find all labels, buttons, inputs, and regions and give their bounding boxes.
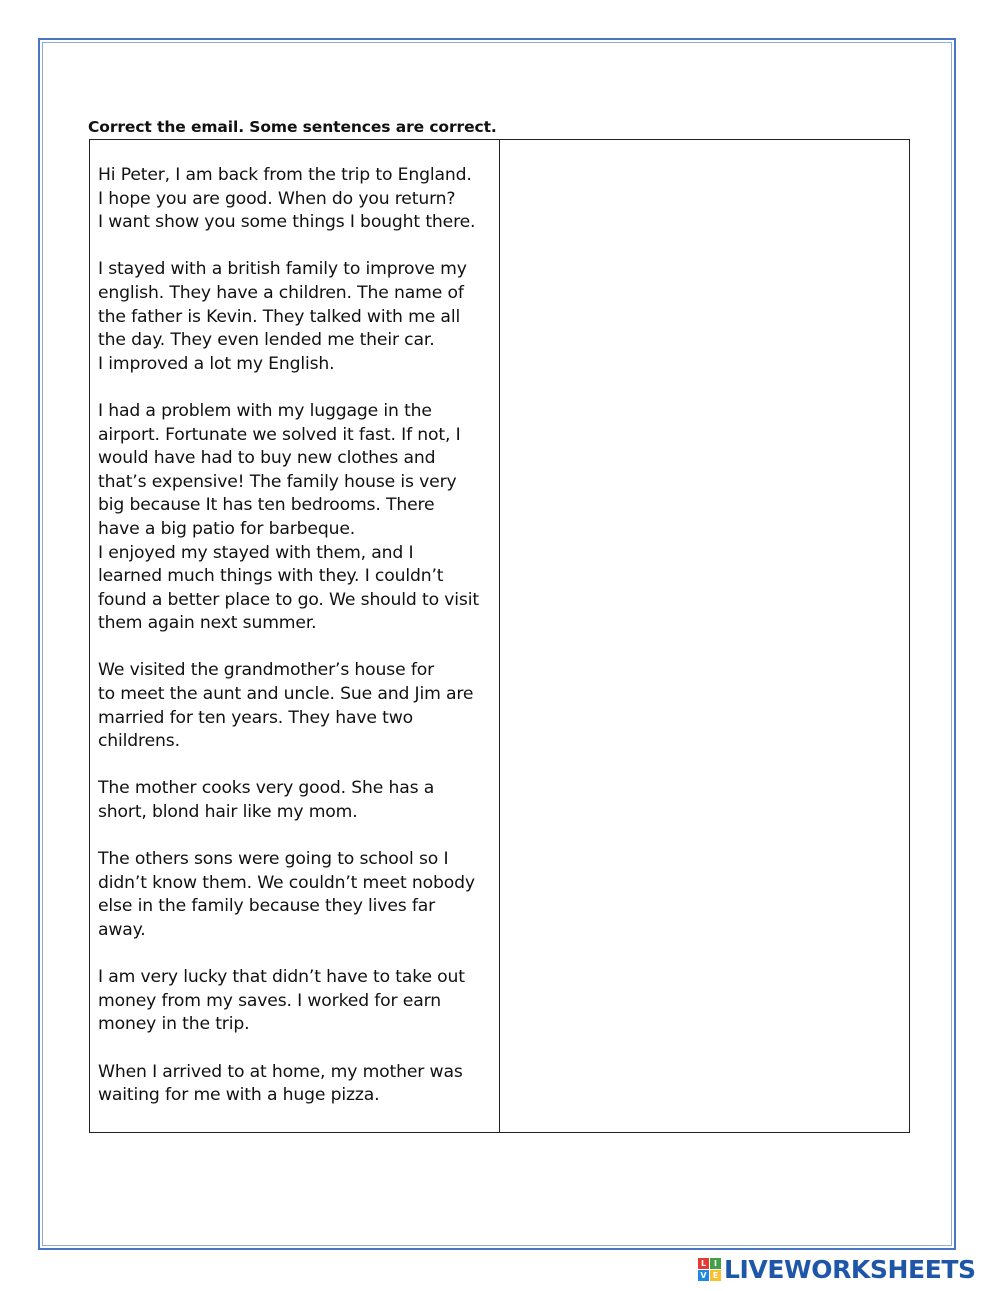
email-line: big because It has ten bedrooms. There (98, 495, 435, 516)
email-table (89, 139, 910, 1133)
email-line: money from my saves. I worked for earn (98, 990, 441, 1011)
email-line: english. They have a children. The name of (98, 282, 464, 303)
email-paragraph (98, 966, 493, 1037)
email-line: would have had to buy new clothes and (98, 448, 436, 469)
logo-icon-square: L (698, 1258, 709, 1269)
email-line: have a big patio for barbeque. (98, 518, 356, 539)
logo-icon-square: E (710, 1270, 721, 1281)
logo-icon-square: I (710, 1258, 721, 1269)
email-paragraph (98, 164, 493, 235)
logo-icon-square: V (698, 1270, 709, 1281)
email-paragraph (98, 777, 493, 824)
logo-icon (698, 1258, 721, 1281)
email-line: to meet the aunt and uncle. Sue and Jim are (98, 684, 474, 705)
email-line: the father is Kevin. They talked with me all (98, 306, 461, 327)
email-line: else in the family because they lives far (98, 896, 436, 917)
email-text-cell (90, 140, 500, 1132)
email-line: I hope you are good. When do you return? (98, 188, 456, 209)
email-paragraph (98, 400, 493, 636)
email-line: Hi Peter, I am back from the trip to England. (98, 165, 472, 185)
email-line: airport. Fortunate we solved it fast. If not, I (98, 424, 461, 445)
email-paragraph (98, 848, 493, 942)
email-line: The mother cooks very good. She has a (98, 778, 435, 799)
email-paragraph (98, 258, 493, 376)
email-line: childrens. (98, 731, 180, 752)
email-line: waiting for me with a huge pizza. (98, 1085, 380, 1106)
email-line: that’s expensive! The family house is very (98, 471, 457, 492)
instruction-heading: Correct the email. Some sentences are correct. (88, 118, 497, 136)
email-line: didn’t know them. We couldn’t meet nobody (98, 872, 475, 893)
email-line: When I arrived to at home, my mother was (98, 1061, 463, 1082)
email-line: short, blond hair like my mom. (98, 802, 358, 823)
email-line: them again next summer. (98, 613, 317, 634)
email-line: married for ten years. They have two (98, 707, 413, 728)
email-line: We visited the grandmother’s house for (98, 660, 435, 681)
email-line: the day. They even lended me their car. (98, 330, 435, 351)
email-line: away. (98, 920, 146, 940)
email-line: I improved a lot my English. (98, 353, 335, 374)
email-line: I want show you some things I bought there. (98, 212, 476, 233)
email-paragraph (98, 1061, 493, 1108)
email-line: The others sons were going to school so I (98, 849, 449, 870)
email-line: money in the trip. (98, 1014, 250, 1035)
email-line: learned much things with they. I couldn’t (98, 566, 444, 587)
answer-cell[interactable] (500, 140, 909, 1132)
email-line: I am very lucky that didn’t have to take out (98, 967, 465, 988)
email-line: I had a problem with my luggage in the (98, 400, 432, 421)
email-line: I enjoyed my stayed with them, and I (98, 542, 414, 563)
logo-text: LIVEWORKSHEETS (724, 1255, 976, 1284)
email-line: found a better place to go. We should to visit (98, 589, 479, 610)
liveworksheets-logo (698, 1255, 976, 1284)
email-paragraph (98, 659, 493, 753)
email-line: I stayed with a british family to improve my (98, 259, 467, 280)
